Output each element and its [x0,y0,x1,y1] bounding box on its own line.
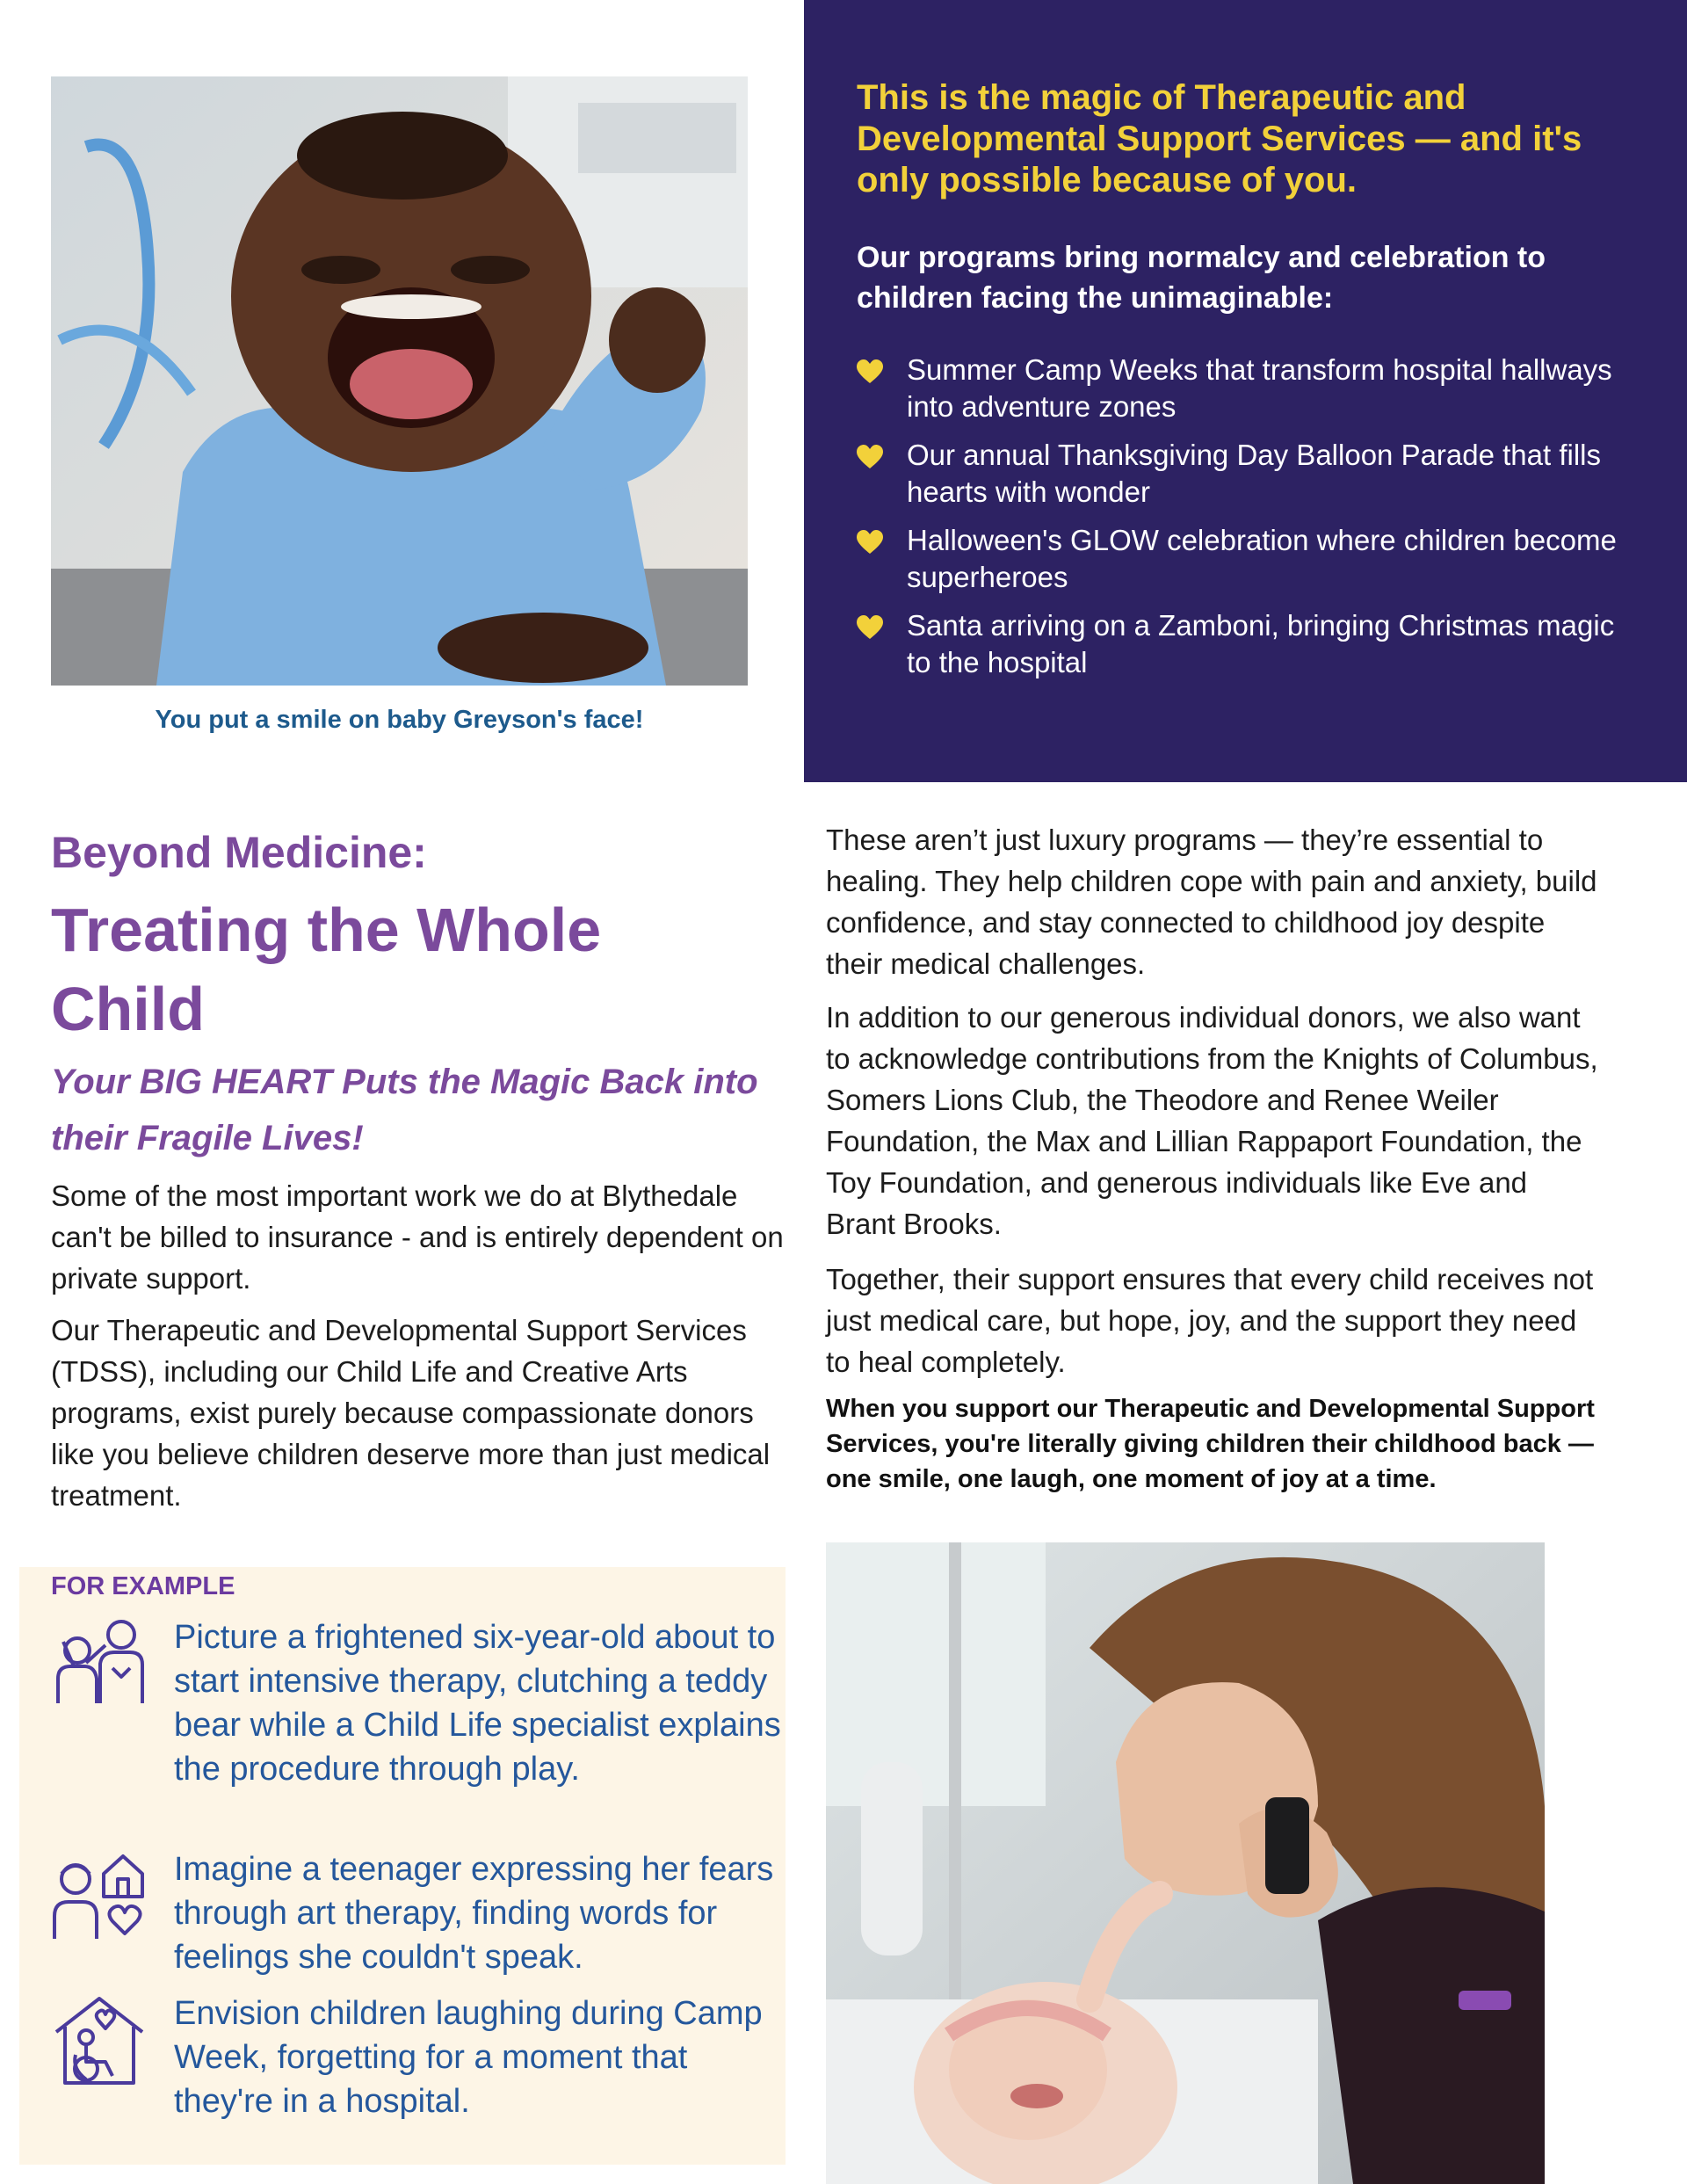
body-paragraph: Together, their support ensures that every child receives not just medical care, but hope, joy, and the support they need to heal completely. [826,1263,1594,1378]
list-item [857,437,1630,511]
example-text: Picture a frightened six-year-old about to start intensive therapy, clutching a teddy bear while a Child Life specialist explains the procedure through play. [174,1619,781,1788]
panel-lead: Our programs bring normalcy and celebration to children facing the unimaginable: [857,241,1546,315]
body-paragraph: These aren’t just luxury programs — they’re essential to healing. They help children cope with pain and anxiety, build confidence, and stay connected to childhood joy despite their medical challenges. [826,824,1597,980]
list-item-text: Summer Camp Weeks that transform hospital hallways into adventure zones [907,353,1612,423]
caregiver-home-icon [51,1847,148,1944]
family-icon [51,1615,148,1712]
body-paragraph: Some of the most important work we do at Blythedale can't be billed to insurance - and is entirely dependent on private support. [51,1179,784,1295]
body-paragraph: In addition to our generous individual donors, we also want to acknowledge contributions from the Knights of Columbus, Somers Lions Club, the Theodore and Renee Weiler Foundation, the Max and Lillian Rappaport Foundation, the Toy Foundation, and generous individuals like Eve and Brant Brooks. [826,1001,1598,1240]
heart-icon [857,445,883,469]
list-item-text: Our annual Thanksgiving Day Balloon Parade that fills hearts with wonder [907,439,1602,508]
photo-mother-and-baby-illustration [826,1542,1545,2184]
photo-baby-greyson-illustration [51,76,748,686]
program-list [857,352,1630,693]
article-title: Treating the Whole Child [51,896,602,1043]
example-text: Envision children laughing during Camp Week, forgetting for a moment that they're in a hospital. [174,1995,763,2120]
body-paragraph: Our Therapeutic and Developmental Support Services (TDSS), including our Child Life and Creative Arts programs, exist purely because compassionate donors like you believe children deserve more than just medical treatment. [51,1314,771,1512]
article-kicker: Beyond Medicine: [51,828,427,877]
panel-headline: This is the magic of Therapeutic and Developmental Support Services — and it's only possible because of you. [857,78,1582,200]
article-subtitle: Your BIG HEART Puts the Magic Back into their Fragile Lives! [51,1063,758,1157]
heart-icon [857,359,883,384]
photo-caption: You put a smile on baby Greyson's face! [155,706,644,734]
list-item-text: Halloween's GLOW celebration where children become superheroes [907,524,1617,593]
heart-icon [857,615,883,640]
list-item [857,607,1630,681]
photo-mother-and-baby [826,1542,1545,2184]
wheelchair-home-icon [51,1992,148,2088]
closing-statement: When you support our Therapeutic and Developmental Support Services, you're literally giving children their childhood back — one smile, one laugh, one moment of joy at a time. [826,1395,1595,1493]
list-item [857,352,1630,425]
heart-icon [857,530,883,555]
list-item [857,522,1630,596]
list-item-text: Santa arriving on a Zamboni, bringing Christmas magic to the hospital [907,609,1615,678]
photo-baby-greyson [51,76,748,686]
example-text: Imagine a teenager expressing her fears through art therapy, finding words for feelings she couldn't speak. [174,1851,774,1976]
example-label: FOR EXAMPLE [51,1572,235,1600]
